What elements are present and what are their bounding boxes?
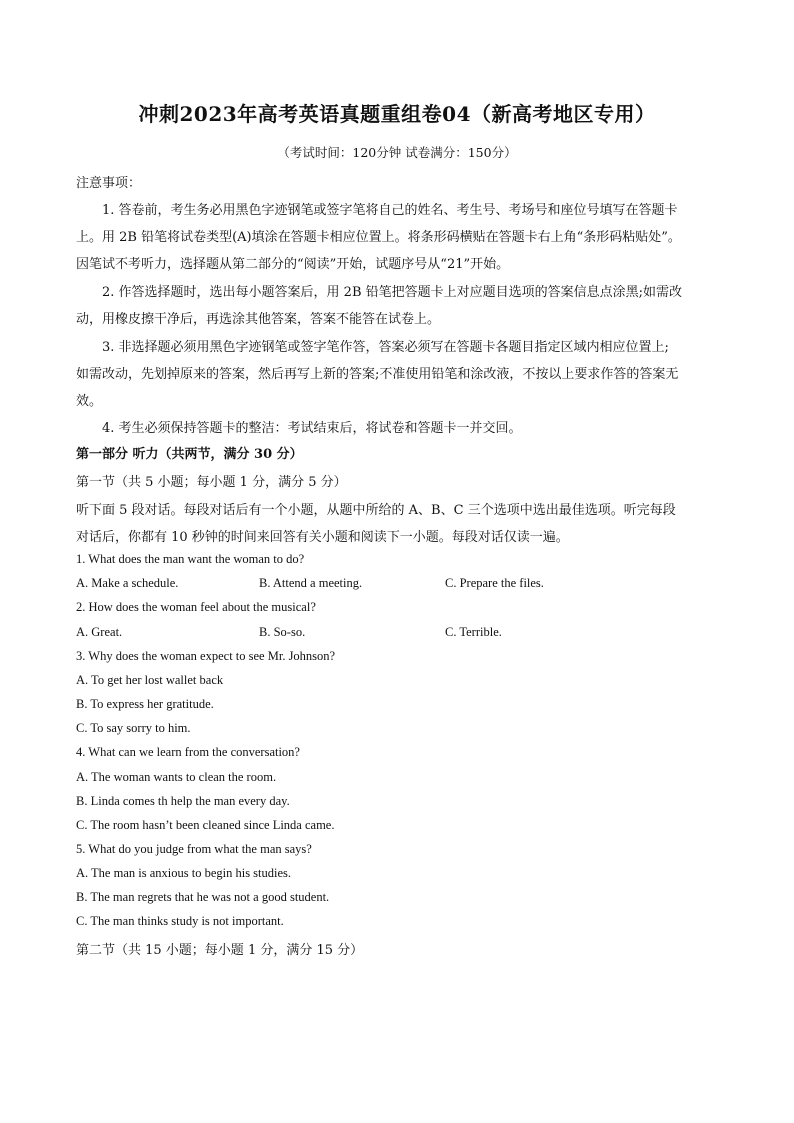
question-stem: 1. What does the man want the woman to do? — [76, 552, 305, 566]
part1-heading: 第一部分 听力（共两节，满分 30 分） — [76, 447, 303, 462]
notice-line: 4. 考生必须保持答题卡的整洁：考试结束后，将试卷和答题卡一并交回。 — [102, 421, 522, 436]
notice-line: 2. 作答选择题时，选出每小题答案后，用 2B 铅笔把答题卡上对应题目选项的答案信息点涂黑;如需改 — [102, 285, 683, 300]
option-c: C. Prepare the files. — [445, 576, 544, 590]
option-a: A. The man is anxious to begin his studies. — [76, 866, 292, 880]
option-a: A. The woman wants to clean the room. — [76, 770, 277, 784]
notice-line: 上。用 2B 铅笔将试卷类型(A)填涂在答题卡相应位置上。将条形码横贴在答题卡右上角“条形码粘贴处”。 — [76, 230, 681, 245]
option-c: C. To say sorry to him. — [76, 721, 191, 735]
section1-heading: 第一节（共 5 小题；每小题 1 分，满分 5 分） — [76, 475, 347, 490]
notice-line: 3. 非选择题必须用黑色字迹钢笔或签字笔作答，答案必须写在答题卡各题目指定区域内相应位置上; — [102, 340, 669, 355]
option-c: C. Terrible. — [445, 625, 502, 639]
option-b: B. To express her gratitude. — [76, 697, 214, 711]
notice-line: 1. 答卷前，考生务必用黑色字迹钢笔或签字笔将自己的姓名、考生号、考场号和座位号填写在答题卡 — [102, 203, 678, 218]
section1-instructions: 听下面 5 段对话。每段对话后有一个小题，从题中所给的 A、B、C 三个选项中选出最佳选项。听完每段 — [76, 503, 676, 518]
notice-line: 效。 — [76, 394, 103, 409]
option-a: A. Great. — [76, 625, 123, 639]
option-c: C. The man thinks study is not important. — [76, 914, 284, 928]
option-b: B. Linda comes th help the man every day. — [76, 794, 290, 808]
option-c: C. The room hasn’t been cleaned since Linda came. — [76, 818, 335, 832]
notice-line: 动，用橡皮擦干净后，再选涂其他答案，答案不能答在试卷上。 — [76, 312, 441, 327]
page-title: 冲刺2023年高考英语真题重组卷04（新高考地区专用） — [138, 102, 656, 126]
option-a: A. To get her lost wallet back — [76, 673, 224, 687]
question-stem: 3. Why does the woman expect to see Mr. Johnson? — [76, 649, 336, 663]
option-b: B. The man regrets that he was not a good student. — [76, 890, 330, 904]
section1-instructions: 对话后，你都有 10 秒钟的时间来回答有关小题和阅读下一小题。每段对话仅读一遍。 — [76, 530, 569, 545]
question-stem: 4. What can we learn from the conversation? — [76, 745, 300, 759]
exam-info: （考试时间：120分钟 试卷满分：150分） — [277, 145, 517, 160]
notice-heading: 注意事项： — [76, 176, 142, 191]
notice-line: 如需改动，先划掉原来的答案，然后再写上新的答案;不准使用铅笔和涂改液，不按以上要求作答的答案无 — [76, 367, 679, 382]
question-stem: 2. How does the woman feel about the musical? — [76, 600, 316, 614]
question-stem: 5. What do you judge from what the man says? — [76, 842, 312, 856]
notice-line: 因笔试不考听力，选择题从第二部分的“阅读”开始，试题序号从“21”开始。 — [76, 257, 510, 272]
option-b: B. So-so. — [259, 625, 306, 639]
option-a: A. Make a schedule. — [76, 576, 179, 590]
option-b: B. Attend a meeting. — [259, 576, 363, 590]
section2-heading: 第二节（共 15 小题；每小题 1 分，满分 15 分） — [76, 943, 364, 958]
